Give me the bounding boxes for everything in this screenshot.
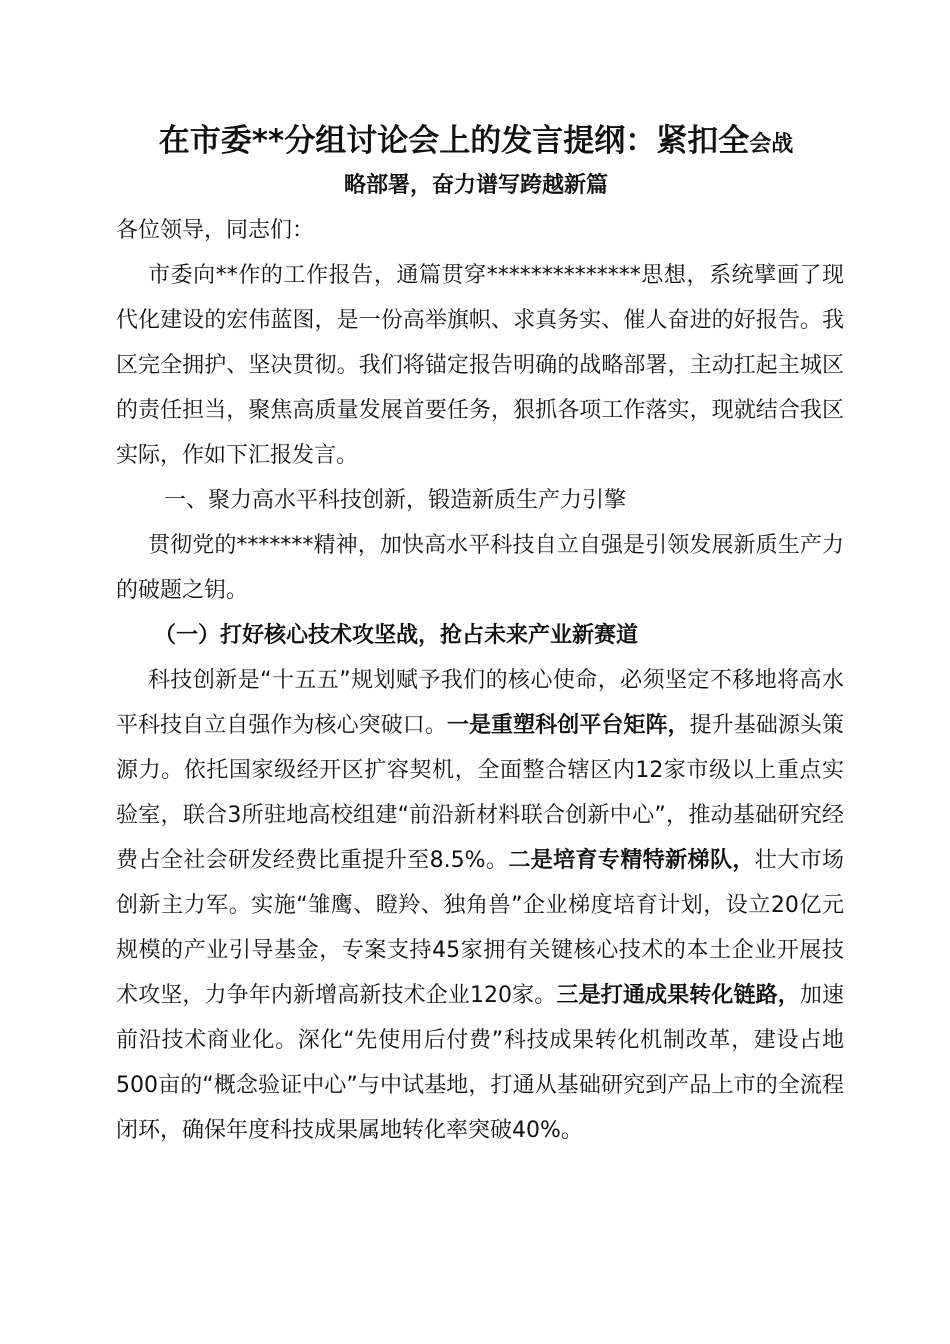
title-main-text: 在市委**分组讨论会上的发言提纲：紧扣全 (158, 123, 750, 159)
document-title (96, 118, 856, 204)
point-one-text: 提升基础源头策源力。依托国家级经开区扩容契机，全面整合辖区内12家市级以上重点实验室，联合3所驻地高校组建“前沿新材料联合创新中心”，推动基础研究经费占全社会研发经费比重提升至8.5%。 (116, 713, 844, 873)
title-line-sub: 略部署，奋力谱写跨越新篇 (343, 173, 608, 198)
section-1-paragraph: 贯彻党的*******精神，加快高水平科技自立自强是引领发展新质生产力的破题之钥。 (116, 533, 844, 603)
title-line-main (96, 118, 856, 168)
point-three-text: 加速前沿技术商业化。深化“先使用后付费”科技成果转化机制改革，建设占地500亩的“概念验证中心”与中试基地，打通从基础研究到产品上市的全流程闭环，确保年度科技成果属地转化率突破40%。 (116, 983, 844, 1143)
point-two-text: 壮大市场创新主力军。实施“雏鹰、瞪羚、独角兽”企业梯度培育计划，设立20亿元规模的产业引导基金，专案支持45家拥有关键核心技术的本土企业开展技术攻坚，力争年内新增高新技术企业120家。 (116, 848, 844, 1008)
point-two-heading: 二是培育专精特新梯队， (508, 848, 755, 873)
title-main-small-text: 会战 (749, 132, 794, 157)
point-one-heading: 一是重塑科创平台矩阵， (446, 713, 690, 738)
section-heading-1: 一、聚力高水平科技创新，锻造新质生产力引擎 (164, 488, 627, 513)
point-three-heading: 三是打通成果转化链路， (556, 983, 800, 1008)
para-lead-text: 科技创新是“十五五”规划赋予我们的核心使命，必须坚定不移地将高水平科技自立自强作为核心突破口。 (116, 668, 844, 738)
intro-paragraph: 市委向**作的工作报告，通篇贯穿**************思想，系统擘画了现代化建设的宏伟蓝图，是一份高举旗帜、求真务实、催人奋进的好报告。我区完全拥护、坚决贯彻。我们将锚定报告明确的战略部署，主动扛起主城区的责任担当，聚焦高质量发展首要任务，狠抓各项工作落实，现就结合我区实际，作如下汇报发言。 (116, 263, 844, 468)
document-body (116, 208, 844, 1153)
subsection-1-paragraph (116, 658, 844, 1153)
subsection-heading-1: （一）打好核心技术攻坚战，抢占未来产业新赛道 (154, 623, 639, 648)
salutation: 各位领导，同志们： (116, 218, 315, 243)
